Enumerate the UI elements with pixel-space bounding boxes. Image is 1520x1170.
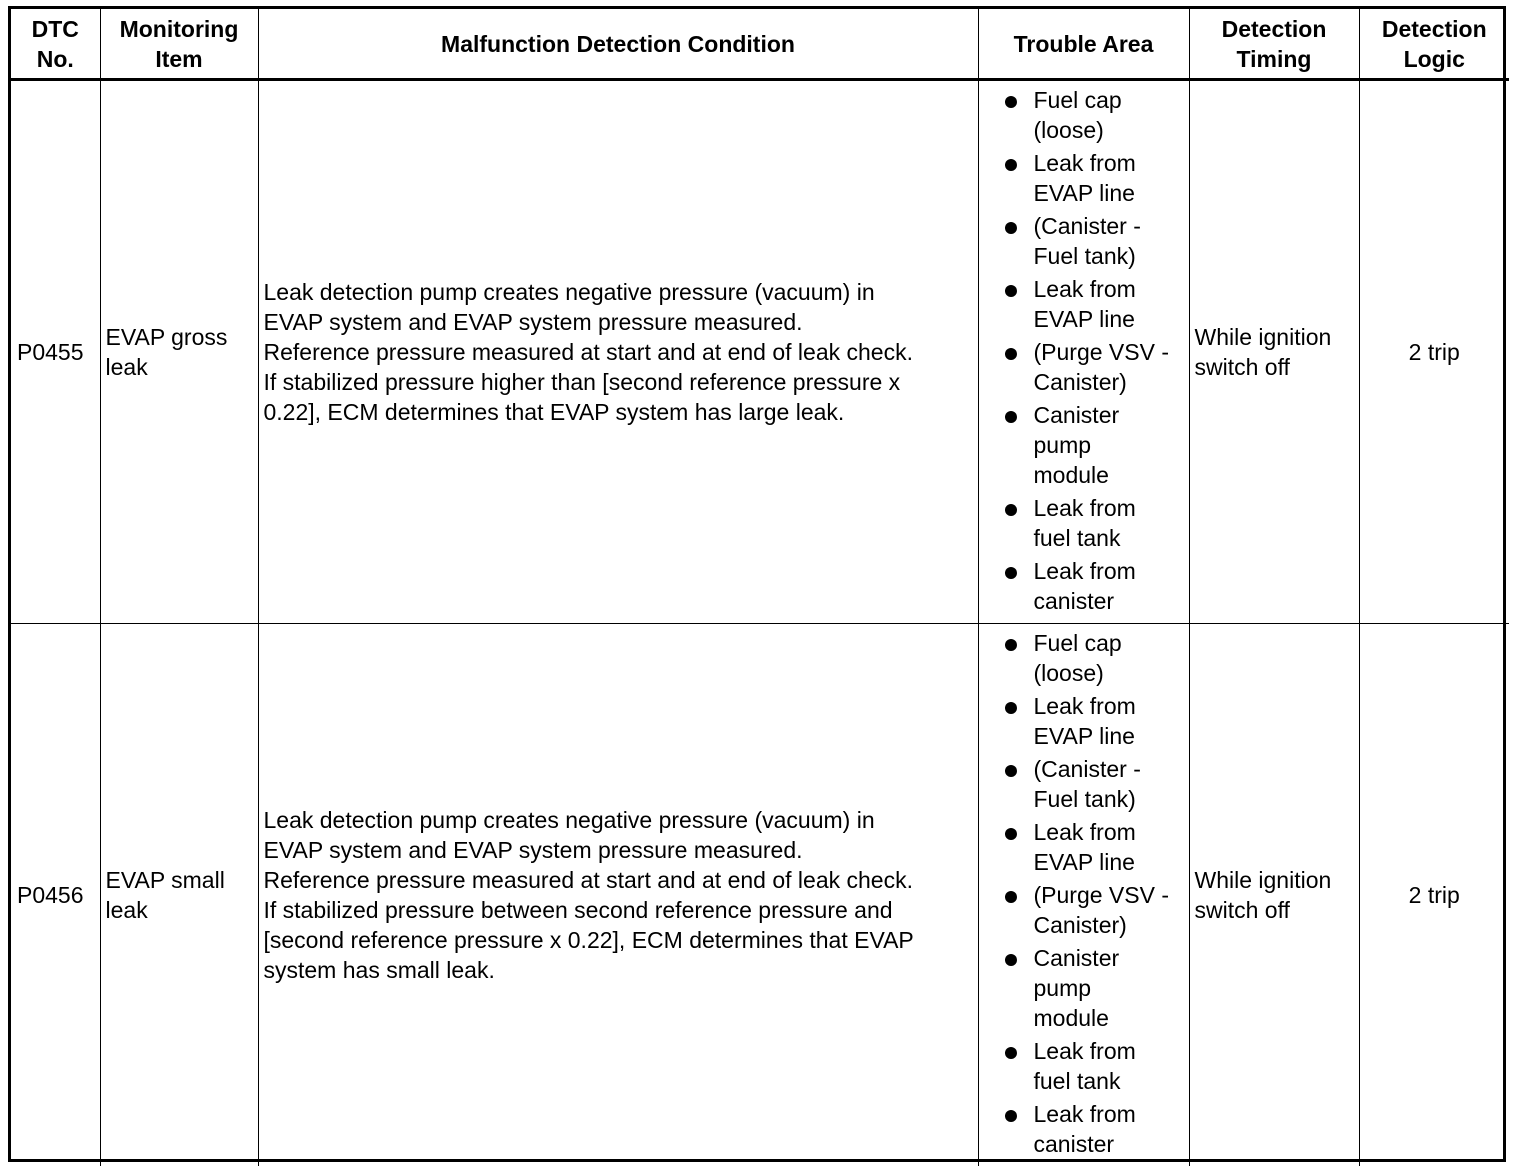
- bullet-icon: [1005, 567, 1017, 579]
- condition-line: 0.22], ECM determines that EVAP system has large leak.: [263, 399, 845, 425]
- trouble-area-text: Leak from: [1033, 1038, 1136, 1064]
- item-line: EVAP gross: [105, 324, 228, 350]
- trouble-area-text: pump: [1033, 975, 1092, 1001]
- trouble-area-text: (Canister -: [1033, 756, 1141, 782]
- header-logic-line2: Logic: [1403, 45, 1465, 72]
- dtc-table: [11, 9, 1509, 1166]
- trouble-area-text: EVAP line: [1033, 849, 1135, 875]
- header-timing-line1: Detection: [1221, 15, 1327, 42]
- bullet-icon: [1005, 348, 1017, 360]
- condition-line: If stabilized pressure higher than [second reference pressure x: [263, 369, 901, 395]
- header-area-line1: Trouble Area: [1013, 30, 1154, 57]
- header-detection-logic: [1359, 9, 1509, 80]
- bullet-icon: [1005, 411, 1017, 423]
- timing-line: switch off: [1194, 897, 1290, 923]
- trouble-area-item: [979, 943, 1189, 1033]
- trouble-area-text: Canister): [1033, 369, 1127, 395]
- dtc-table-container: [8, 6, 1506, 1162]
- trouble-area-text: (Purge VSV -: [1033, 339, 1169, 365]
- trouble-area-text: EVAP line: [1033, 723, 1135, 749]
- trouble-area-text: module: [1033, 462, 1109, 488]
- trouble-area-item: [979, 85, 1189, 145]
- trouble-area-text: Fuel cap: [1033, 87, 1122, 113]
- trouble-area-text: module: [1033, 1005, 1109, 1031]
- header-trouble-area: [978, 9, 1189, 80]
- header-monitoring-item: [100, 9, 258, 80]
- header-dtc-line2: No.: [36, 45, 74, 72]
- monitoring-item: [100, 80, 258, 624]
- header-timing-line2: Timing: [1236, 45, 1312, 72]
- trouble-area-text: Fuel tank): [1033, 786, 1136, 812]
- header-item-line2: Item: [155, 45, 203, 72]
- trouble-area-item: [979, 1099, 1189, 1159]
- trouble-area-text: Leak from: [1033, 150, 1136, 176]
- condition-line: EVAP system and EVAP system pressure measured.: [263, 309, 803, 335]
- trouble-area-item: [979, 148, 1189, 208]
- bullet-icon: [1005, 891, 1017, 903]
- item-line: leak: [105, 354, 148, 380]
- bullet-icon: [1005, 285, 1017, 297]
- trouble-area-item: [979, 817, 1189, 877]
- trouble-area-text: canister: [1033, 588, 1115, 614]
- trouble-area-item: [979, 754, 1189, 814]
- table-body: [11, 80, 1509, 1167]
- trouble-area-text: (Canister -: [1033, 213, 1141, 239]
- trouble-area: [978, 624, 1189, 1167]
- trouble-area-text: Leak from: [1033, 558, 1136, 584]
- trouble-area-text: fuel tank: [1033, 525, 1121, 551]
- trouble-area-item: [979, 628, 1189, 688]
- trouble-area-text: Leak from: [1033, 693, 1136, 719]
- detection-logic: 2 trip: [1359, 80, 1509, 624]
- dtc-code: P0456: [11, 624, 100, 1167]
- trouble-area-text: Canister: [1033, 402, 1120, 428]
- header-dtc-no: [11, 9, 100, 80]
- condition-line: Reference pressure measured at start and at end of leak check.: [263, 339, 913, 365]
- trouble-area-item: [979, 274, 1189, 334]
- condition-line: EVAP system and EVAP system pressure measured.: [263, 837, 803, 863]
- bullet-icon: [1005, 96, 1017, 108]
- trouble-area-item: [979, 691, 1189, 751]
- bullet-icon: [1005, 828, 1017, 840]
- trouble-area-list: [979, 628, 1189, 1159]
- condition-line: [second reference pressure x 0.22], ECM determines that EVAP: [263, 927, 914, 953]
- trouble-area: [978, 80, 1189, 624]
- condition-line: If stabilized pressure between second reference pressure and: [263, 897, 893, 923]
- bullet-icon: [1005, 702, 1017, 714]
- header-row: [11, 9, 1509, 80]
- detection-timing: [1189, 624, 1359, 1167]
- detection-timing: [1189, 80, 1359, 624]
- trouble-area-text: (loose): [1033, 117, 1104, 143]
- trouble-area-list: [979, 85, 1189, 616]
- timing-line: While ignition: [1194, 867, 1332, 893]
- trouble-area-text: Leak from: [1033, 1101, 1136, 1127]
- bullet-icon: [1005, 765, 1017, 777]
- trouble-area-item: [979, 493, 1189, 553]
- trouble-area-item: [979, 556, 1189, 616]
- trouble-area-text: Fuel cap: [1033, 630, 1122, 656]
- bullet-icon: [1005, 159, 1017, 171]
- bullet-icon: [1005, 504, 1017, 516]
- bullet-icon: [1005, 1110, 1017, 1122]
- trouble-area-text: EVAP line: [1033, 180, 1135, 206]
- trouble-area-item: [979, 880, 1189, 940]
- monitoring-item: [100, 624, 258, 1167]
- header-item-line1: Monitoring: [119, 15, 239, 42]
- item-line: leak: [105, 897, 148, 923]
- detection-logic: 2 trip: [1359, 624, 1509, 1167]
- header-dtc-line1: DTC: [31, 15, 79, 42]
- table-row: [11, 80, 1509, 624]
- trouble-area-item: [979, 337, 1189, 397]
- table-row: [11, 624, 1509, 1167]
- condition-line: Reference pressure measured at start and at end of leak check.: [263, 867, 913, 893]
- dtc-code: P0455: [11, 80, 100, 624]
- trouble-area-item: [979, 1036, 1189, 1096]
- condition-line: system has small leak.: [263, 957, 495, 983]
- trouble-area-item: [979, 211, 1189, 271]
- trouble-area-text: Canister): [1033, 912, 1127, 938]
- trouble-area-item: [979, 400, 1189, 490]
- header-detection-timing: [1189, 9, 1359, 80]
- header-logic-line1: Detection: [1381, 15, 1487, 42]
- timing-line: switch off: [1194, 354, 1290, 380]
- header-condition-line1: Malfunction Detection Condition: [441, 30, 795, 57]
- trouble-area-text: Fuel tank): [1033, 243, 1136, 269]
- timing-line: While ignition: [1194, 324, 1332, 350]
- trouble-area-text: (loose): [1033, 660, 1104, 686]
- detection-condition: [258, 624, 978, 1167]
- bullet-icon: [1005, 1047, 1017, 1059]
- condition-line: Leak detection pump creates negative pressure (vacuum) in: [263, 807, 875, 833]
- trouble-area-text: Leak from: [1033, 819, 1136, 845]
- header-malfunction-condition: [258, 9, 978, 80]
- trouble-area-text: fuel tank: [1033, 1068, 1121, 1094]
- item-line: EVAP small: [105, 867, 225, 893]
- trouble-area-text: Leak from: [1033, 495, 1136, 521]
- trouble-area-text: Canister: [1033, 945, 1120, 971]
- bullet-icon: [1005, 954, 1017, 966]
- bullet-icon: [1005, 222, 1017, 234]
- trouble-area-text: canister: [1033, 1131, 1115, 1157]
- detection-condition: [258, 80, 978, 624]
- trouble-area-text: (Purge VSV -: [1033, 882, 1169, 908]
- trouble-area-text: pump: [1033, 432, 1092, 458]
- bullet-icon: [1005, 639, 1017, 651]
- trouble-area-text: Leak from: [1033, 276, 1136, 302]
- trouble-area-text: EVAP line: [1033, 306, 1135, 332]
- condition-line: Leak detection pump creates negative pressure (vacuum) in: [263, 279, 875, 305]
